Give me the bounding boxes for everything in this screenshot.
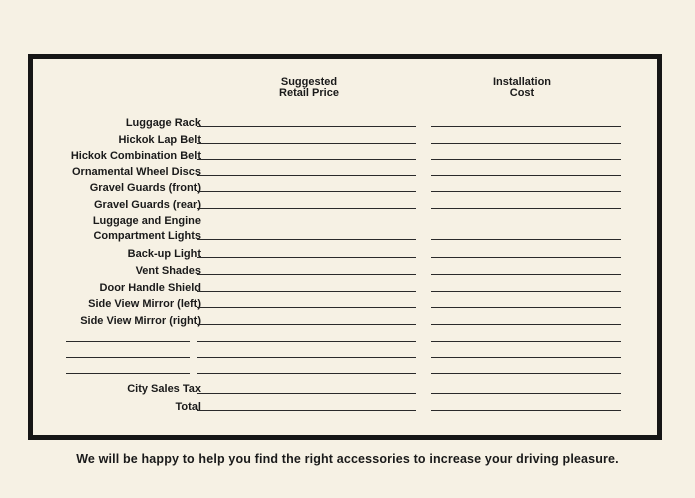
total-label: Total [175, 401, 201, 413]
price-line-total[interactable] [197, 410, 416, 411]
column-header-retail-price [229, 77, 389, 99]
column-header-installation-cost [442, 77, 602, 99]
price-line-blank-2[interactable] [197, 357, 416, 358]
item-label-luggage-engine-line1: Luggage and Engine [92, 215, 201, 227]
item-label-side-view-mirror-left: Side View Mirror (left) [88, 298, 201, 310]
item-label-hickok-combination-belt: Hickok Combination Belt [70, 150, 201, 162]
price-line-luggage-rack[interactable] [197, 126, 416, 127]
price-line-hickok-combination-belt[interactable] [197, 159, 416, 160]
item-label-vent-shades: Vent Shades [135, 265, 201, 277]
price-line-side-view-mirror-left[interactable] [197, 307, 416, 308]
install-line-luggage-engine[interactable] [431, 239, 621, 240]
price-line-back-up-light[interactable] [197, 257, 416, 258]
install-line-side-view-mirror-left[interactable] [431, 307, 621, 308]
install-line-vent-shades[interactable] [431, 274, 621, 275]
price-line-side-view-mirror-right[interactable] [197, 324, 416, 325]
install-line-gravel-guards-front[interactable] [431, 191, 621, 192]
item-label-luggage-engine-line2: Compartment Lights [93, 230, 201, 242]
installation-header-line2: Cost [509, 87, 535, 99]
price-line-ornamental-wheel-discs[interactable] [197, 175, 416, 176]
price-line-hickok-lap-belt[interactable] [197, 143, 416, 144]
retail-price-header-line2: Retail Price [279, 87, 339, 99]
price-line-door-handle-shield[interactable] [197, 291, 416, 292]
price-line-vent-shades[interactable] [197, 274, 416, 275]
item-label-gravel-guards-front: Gravel Guards (front) [89, 182, 201, 194]
install-line-blank-1[interactable] [431, 341, 621, 342]
item-label-door-handle-shield: Door Handle Shield [99, 282, 201, 294]
item-label-back-up-light: Back-up Light [127, 248, 201, 260]
price-line-blank-3[interactable] [197, 373, 416, 374]
blank-item-name-line-1[interactable] [66, 341, 190, 342]
install-line-hickok-combination-belt[interactable] [431, 159, 621, 160]
price-line-blank-1[interactable] [197, 341, 416, 342]
install-line-door-handle-shield[interactable] [431, 291, 621, 292]
install-line-blank-2[interactable] [431, 357, 621, 358]
blank-item-name-line-3[interactable] [66, 373, 190, 374]
price-line-gravel-guards-front[interactable] [197, 191, 416, 192]
price-line-luggage-engine[interactable] [197, 239, 416, 240]
install-line-luggage-rack[interactable] [431, 126, 621, 127]
installation-header-line1: Installation [492, 76, 552, 88]
install-line-back-up-light[interactable] [431, 257, 621, 258]
install-line-ornamental-wheel-discs[interactable] [431, 175, 621, 176]
accessory-price-form [28, 54, 662, 440]
item-label-side-view-mirror-right: Side View Mirror (right) [80, 315, 201, 327]
install-line-blank-3[interactable] [431, 373, 621, 374]
blank-item-name-line-2[interactable] [66, 357, 190, 358]
install-line-total[interactable] [431, 410, 621, 411]
item-label-hickok-lap-belt: Hickok Lap Belt [118, 134, 201, 146]
item-label-luggage-rack: Luggage Rack [125, 117, 201, 129]
item-label-gravel-guards-rear: Gravel Guards (rear) [94, 199, 201, 211]
city-sales-tax-label: City Sales Tax [127, 383, 201, 395]
price-line-gravel-guards-rear[interactable] [197, 208, 416, 209]
install-line-city-sales-tax[interactable] [431, 393, 621, 394]
footer-slogan: We will be happy to help you find the right accessories to increase your driving pleasure. [76, 452, 619, 466]
price-line-city-sales-tax[interactable] [197, 393, 416, 394]
retail-price-header-line1: Suggested [280, 76, 338, 88]
item-label-ornamental-wheel-discs: Ornamental Wheel Discs [72, 166, 201, 178]
install-line-hickok-lap-belt[interactable] [431, 143, 621, 144]
install-line-side-view-mirror-right[interactable] [431, 324, 621, 325]
install-line-gravel-guards-rear[interactable] [431, 208, 621, 209]
